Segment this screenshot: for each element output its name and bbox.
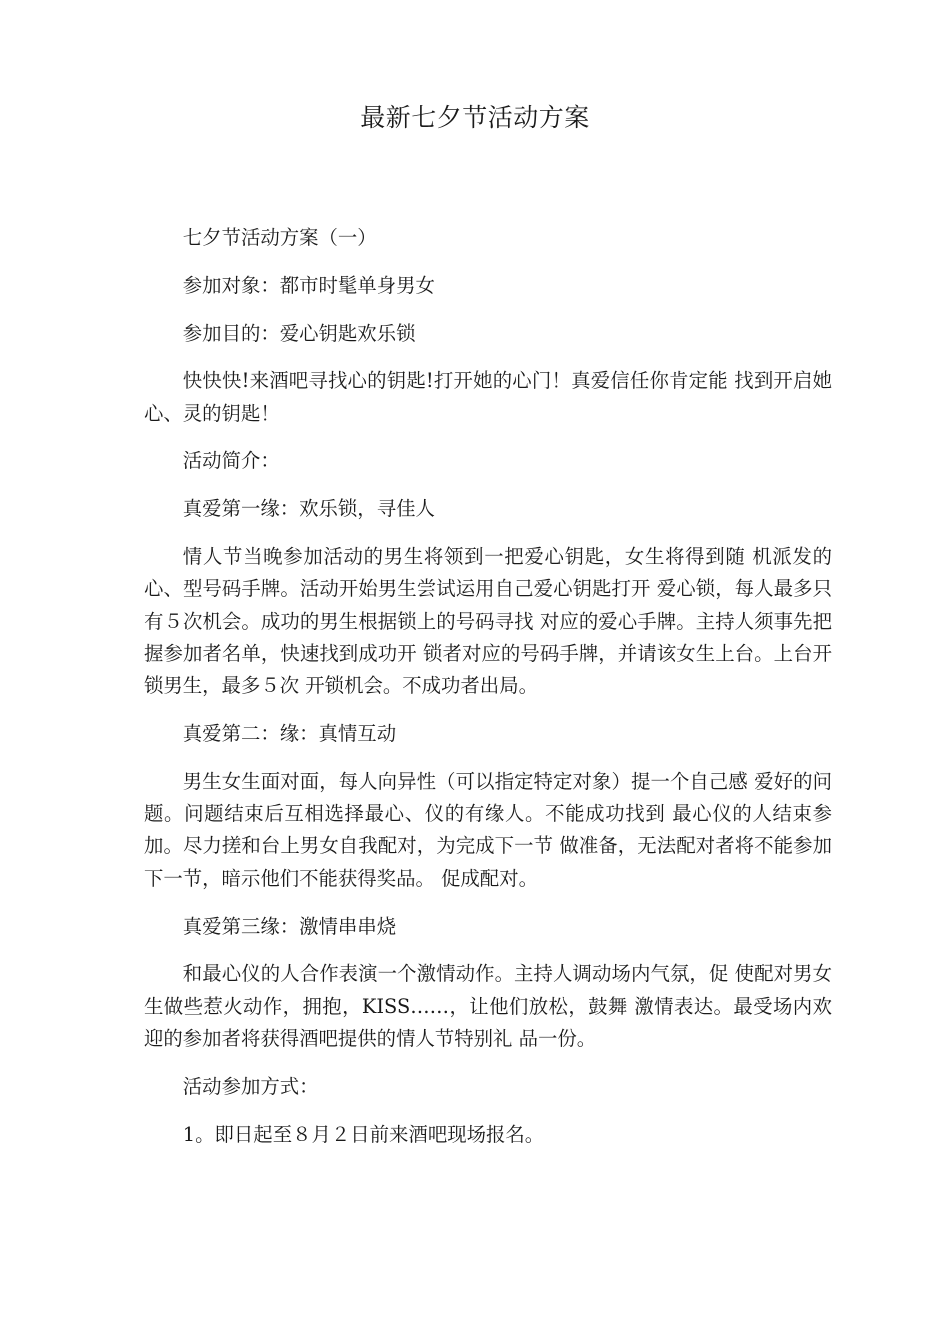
paragraph-stage-three-heading: 真爱第三缘：激情串串烧 — [182, 914, 397, 938]
paragraph-stage-two-heading: 真爱第二：缘：真情互动 — [182, 722, 397, 746]
document-body — [144, 222, 832, 1166]
document-title: 最新七夕节活动方案 — [360, 103, 590, 132]
paragraph-purpose: 参加目的：爱心钥匙欢乐锁 — [182, 321, 416, 345]
paragraph-stage-two-body: 男生女生面对面，每人向异性（可以指定特定对象）提一个自己感 爱好的问题。问题结束后互相选择最心、仪的有缘人。不能成功找到 最心仪的人结束参加。尽力搓和台上男女自我配对，为完成下一节 做准备，无法配对者将不能参加下一节，暗示他们不能获得奖品。 促成配对。 — [144, 769, 832, 890]
paragraph-stage-three-body: 和最心仪的人合作表演一个激情动作。主持人调动场内气氛，促 使配对男女生做些惹火动作，拥抱，KISS……，让他们放松，鼓舞 激情表达。最受场内欢迎的参加者将获得酒吧提供的情人节特别礼 品一份。 — [144, 962, 832, 1050]
paragraph-signup-item-1: 1。即日起至８月２日前来酒吧现场报名。 — [182, 1122, 545, 1146]
paragraph-signup-heading: 活动参加方式： — [182, 1074, 319, 1098]
paragraph-participants: 参加对象：都市时髦单身男女 — [182, 273, 435, 297]
paragraph-intro: 快快快!来酒吧寻找心的钥匙!打开她的心门！真爱信任你肯定能 找到开启她心、灵的钥匙！ — [144, 369, 832, 425]
paragraph-overview-heading: 活动简介： — [182, 449, 280, 473]
paragraph-stage-one-heading: 真爱第一缘：欢乐锁，寻佳人 — [182, 497, 435, 521]
paragraph-stage-one-body: 情人节当晚参加活动的男生将领到一把爱心钥匙，女生将得到随 机派发的心、型号码手牌。活动开始男生尝试运用自己爱心钥匙打开 爱心锁，每人最多只有５次机会。成功的男生根据锁上的号码寻找 对应的爱心手牌。主持人须事先把握参加者名单，快速找到成功开 锁者对应的号码手牌，并请该女生上台。上台开锁男生，最多５次 开锁机会。不成功者出局。 — [144, 545, 832, 698]
paragraph-section-heading: 七夕节活动方案（一） — [182, 226, 377, 249]
